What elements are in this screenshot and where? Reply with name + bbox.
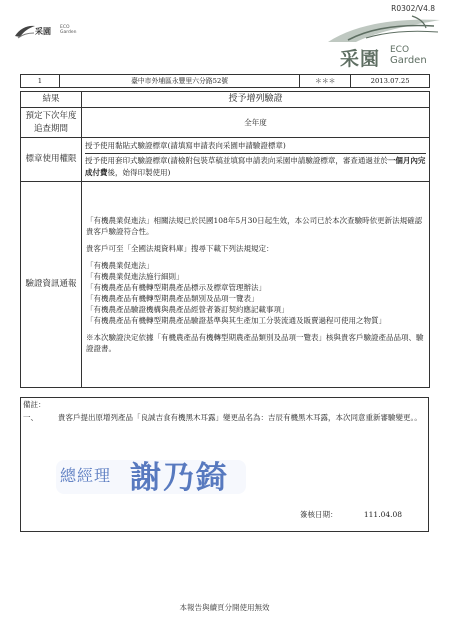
result-value: 授予增列驗證 (82, 92, 430, 108)
usage-line-print-text: 授予使用套印式驗證標章(請檢附包裝草稿並填寫申請表向采園申請驗證標章，審查通過並於 (85, 156, 388, 165)
approval-date-label: 簽核日期： (300, 510, 338, 519)
info-note: ※本次驗證決定依據「有機農產品有機轉型期農產品類別及品項一覽表」核與貴客戶驗證產品品項、驗證證書。 (86, 333, 424, 353)
address-row (20, 74, 430, 88)
law-item: 「有機農業促進法施行細則」 (86, 272, 184, 281)
logo-left-en (60, 25, 77, 35)
table-row-usage (21, 138, 430, 182)
info-cell (82, 182, 430, 388)
remark-label: 備註： (23, 400, 46, 409)
logo-right-garden: Garden (390, 55, 427, 66)
usage-line-print (85, 154, 426, 180)
footer-note: 本報告與續頁分開使用無效 (179, 603, 270, 612)
law-item: 「有機農產品有機轉型期農產品類別及品項一覽表」 (86, 294, 259, 303)
eco-garden-logo-large (326, 14, 442, 70)
logo-left-en-line2: Garden (60, 30, 77, 35)
period-value: 全年度 (82, 108, 430, 138)
usage-line-print-tail: 後，始得印製使用) (107, 168, 171, 177)
logo-left-en-line1: ECO (60, 25, 70, 30)
document-number: R0302/V4.8 (391, 4, 435, 13)
logo-right-cn: 采園 (340, 48, 381, 70)
approval-date-value: 111.04.08 (363, 510, 403, 519)
logo-left-cn: 采園 (35, 26, 51, 36)
remark-body (23, 411, 423, 425)
address-row-date: 2013.07.25 (370, 77, 410, 85)
period-label: 預定下次年度追查期間 (21, 108, 82, 138)
remark-text: 貴客戶提出原增列產品「良誠吉食有機黑木耳露」變更品名為：吉辰有機黑木耳露，本次同意重新審驗變更。。 (58, 413, 422, 422)
address-row-masked: ＊＊＊ (300, 75, 351, 87)
law-item: 「有機農產品有機轉型期農產品驗證基準與其生產加工分裝流通及販賣過程可使用之物質」 (86, 316, 386, 325)
table-row-result (21, 92, 430, 108)
stamp-name: 謝乃錡 (130, 460, 229, 496)
leaf-logo-icon (14, 22, 36, 40)
address-row-no: 1 (21, 75, 60, 87)
law-item: 「有機農產品有機轉型期農產品標示及標章管理辦法」 (86, 283, 266, 292)
remark-marker: 一、 (23, 413, 38, 422)
approval-date (300, 509, 402, 520)
usage-line-sticker: 授予使用黏貼式驗證標章(請填寫申請表向采園申請驗證標章) (85, 139, 426, 154)
table-row-period (21, 108, 430, 138)
result-label: 結果 (21, 92, 82, 108)
logo-right-eco: ECO (390, 45, 410, 55)
stamp-title: 總經理 (60, 466, 112, 485)
law-item: 「有機農產品驗證機構與農產品經營者簽訂契約應記載事項」 (86, 305, 289, 314)
usage-cell (82, 138, 430, 182)
law-item: 「有機農業促進法」 (86, 261, 154, 270)
info-label: 驗證資訊通報 (21, 182, 82, 388)
address-row-address: 臺中市外埔區永豐里六分路52號 (60, 75, 300, 87)
usage-line-deadline: 一個月內完成付費 (85, 156, 426, 177)
usage-label: 標章使用權限 (21, 138, 82, 182)
general-manager-stamp (60, 452, 250, 498)
verification-result-table (20, 91, 430, 388)
swoosh-logo-icon (326, 14, 442, 44)
eco-garden-logo-small (14, 20, 106, 44)
info-paragraph-1: 「有機農業促進法」相關法規已於民國108年5月30日起生效，本公司已於本次查驗時依更新法規確認貴客戶驗證符合性。 (86, 216, 423, 236)
info-paragraph-2: 貴客戶可至「全國法規資料庫」搜尋下載下列法規規定： (86, 244, 274, 253)
table-row-info (21, 182, 430, 388)
